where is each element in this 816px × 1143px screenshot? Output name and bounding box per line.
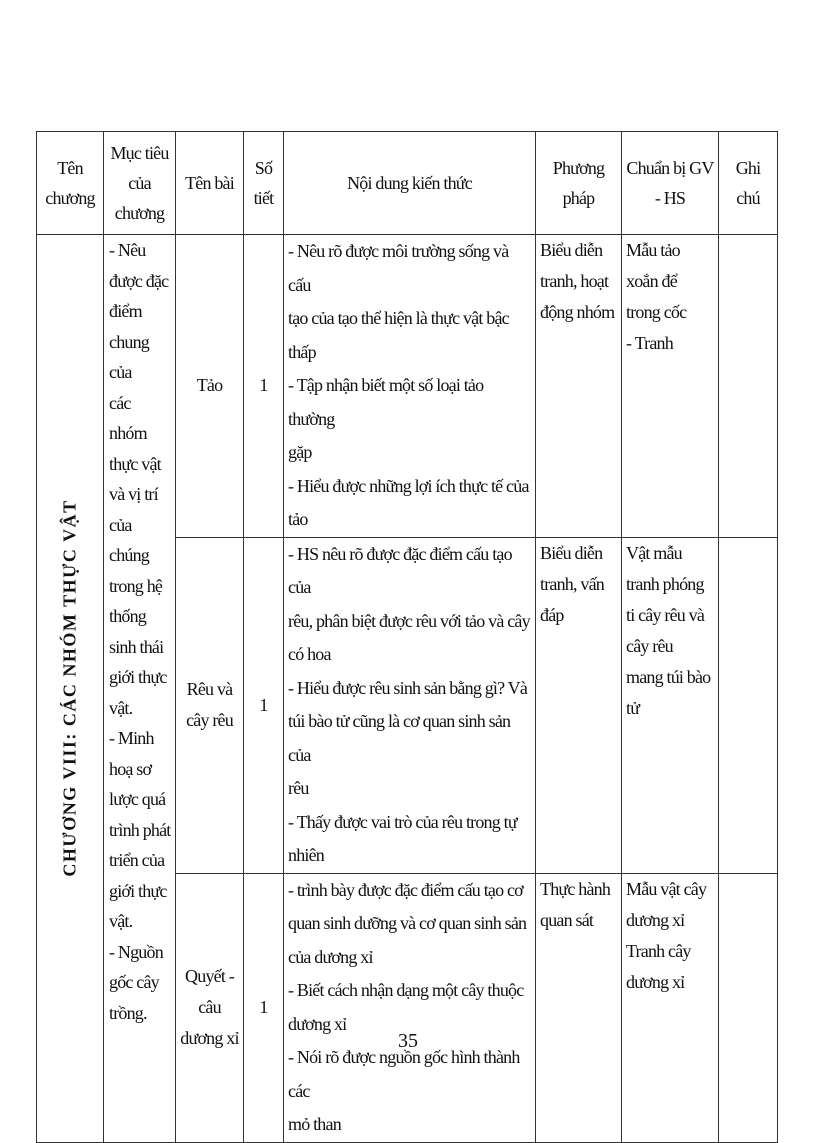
periods: 1	[244, 537, 284, 873]
text-line: Thực hành	[540, 878, 611, 899]
chapter-title: CHƯƠNG VIII: CÁC NHÓM THỰC VẬT	[59, 499, 80, 877]
note-cell	[719, 537, 778, 873]
periods: 1	[244, 873, 284, 1142]
text-line: cây rêu	[626, 635, 673, 656]
text-line: dương xỉ	[288, 1013, 347, 1034]
text-line: dương xỉ	[626, 971, 685, 992]
method-cell	[536, 537, 622, 873]
text-line: chung của	[109, 331, 149, 382]
text-line: - Tập nhận biết một số loại tảo thường	[288, 375, 484, 429]
text-line: - Biết cách nhận dạng một cây thuộc	[288, 980, 524, 1000]
header-goals: Mục tiêu của chương	[104, 132, 176, 235]
text-line: - Hiểu được những lợi ích thực tế của	[288, 475, 529, 496]
text-line: tử	[626, 697, 640, 718]
header-periods: Số tiết	[244, 132, 284, 235]
header-prep: Chuẩn bị GV - HS	[622, 132, 719, 235]
text-line: Biểu diễn	[540, 542, 603, 563]
text-line: lược quá	[109, 789, 166, 809]
header-content: Nội dung kiến thức	[284, 132, 536, 235]
text-line: được đặc	[109, 270, 169, 291]
text-line: Mẫu tảo	[626, 240, 680, 260]
text-line: ti cây rêu và	[626, 604, 705, 625]
header-lesson: Tên bài	[176, 132, 244, 235]
text-line: động nhóm	[540, 302, 615, 322]
text-line: giới thực	[109, 880, 167, 901]
text-line: trình phát	[109, 819, 171, 840]
text-line: - Minh	[109, 728, 154, 748]
page-number: 35	[398, 1030, 418, 1052]
text-line: tạo của tạo thể hiện là thực vật bậc	[288, 308, 509, 328]
prep-cell	[622, 235, 719, 538]
text-line: quan sát	[540, 909, 594, 930]
text-line: trong cốc	[626, 302, 687, 322]
note-cell	[719, 873, 778, 1142]
text-line: túi bào tử cũng là cơ quan sinh sản của	[288, 711, 511, 765]
text-line: Tranh cây	[626, 940, 691, 961]
note-cell	[719, 235, 778, 538]
text-line: tranh phóng	[626, 573, 704, 594]
text-line: - Nguồn	[109, 941, 163, 962]
text-line: - Nói rõ được nguồn gốc hình thành các	[288, 1047, 520, 1101]
header-notes: Ghi chú	[719, 132, 778, 235]
prep-cell	[622, 537, 719, 873]
content-cell	[284, 873, 536, 1142]
content-cell	[284, 537, 536, 873]
text-line: - Thấy được vai trò của rêu trong tự	[288, 811, 517, 832]
header-method: Phương pháp	[536, 132, 622, 235]
text-line: gặp	[288, 442, 312, 462]
chapter-cell	[37, 235, 104, 1143]
text-line: Biểu diễn	[540, 240, 603, 260]
text-line: thực vật	[109, 453, 161, 474]
text-line: trồng.	[109, 1002, 147, 1023]
text-line: nhiên	[288, 845, 324, 865]
text-line: thấp	[288, 341, 316, 362]
text-line: các nhóm	[109, 392, 147, 443]
text-line: - trình bày được đặc điểm cấu tạo cơ	[288, 879, 523, 900]
header-row	[37, 132, 778, 235]
text-line: gốc cây	[109, 972, 159, 992]
text-line: xoắn để	[626, 271, 677, 291]
lesson-name: Rêu và cây rêu	[176, 537, 244, 873]
text-line: - Tranh	[626, 333, 673, 353]
text-line: Vật mẫu	[626, 542, 682, 563]
text-line: - Nêu rõ được môi trường sống và cấu	[288, 241, 509, 295]
method-cell	[536, 235, 622, 538]
text-line: - HS nêu rõ được đặc điểm cấu tạo của	[288, 543, 512, 597]
goals-cell	[104, 235, 176, 1143]
curriculum-table	[36, 131, 778, 1143]
text-line: của dương xỉ	[288, 946, 373, 967]
text-line: rêu	[288, 778, 309, 798]
text-line: tảo	[288, 509, 308, 529]
content-cell	[284, 235, 536, 538]
table-row	[37, 235, 778, 538]
text-line: có hoa	[288, 644, 331, 664]
text-line: vật.	[109, 697, 133, 718]
text-line: hoạ sơ	[109, 758, 152, 779]
text-line: đáp	[540, 604, 564, 625]
text-line: tranh, vấn	[540, 573, 604, 594]
text-line: mỏ than	[288, 1114, 341, 1134]
text-line: rêu, phân biệt được rêu với tảo và cây	[288, 610, 530, 631]
text-line: của chúng	[109, 514, 149, 565]
header-chapter: Tên chương	[37, 132, 104, 235]
text-line: dương xỉ	[626, 909, 685, 930]
text-line: sinh thái	[109, 636, 164, 657]
text-line: thống	[109, 606, 147, 626]
text-line: vật.	[109, 911, 133, 931]
text-line: và vị trí	[109, 484, 158, 504]
text-line: quan sinh dưỡng và cơ quan sinh sản	[288, 913, 527, 933]
method-cell	[536, 873, 622, 1142]
text-line: Mẫu vật cây	[626, 878, 707, 899]
text-line: giới thực	[109, 667, 167, 687]
text-line: triển của	[109, 850, 165, 870]
text-line: mang túi bào	[626, 666, 711, 687]
lesson-name: Tảo	[176, 235, 244, 538]
periods: 1	[244, 235, 284, 538]
text-line: - Nêu	[109, 240, 146, 260]
prep-cell	[622, 873, 719, 1142]
text-line: tranh, hoạt	[540, 271, 609, 291]
text-line: - Hiểu được rêu sinh sản bằng gì? Và	[288, 677, 528, 698]
lesson-name: Quyết - câu dương xỉ	[176, 873, 244, 1142]
text-line: điểm	[109, 301, 142, 321]
text-line: trong hệ	[109, 575, 163, 596]
